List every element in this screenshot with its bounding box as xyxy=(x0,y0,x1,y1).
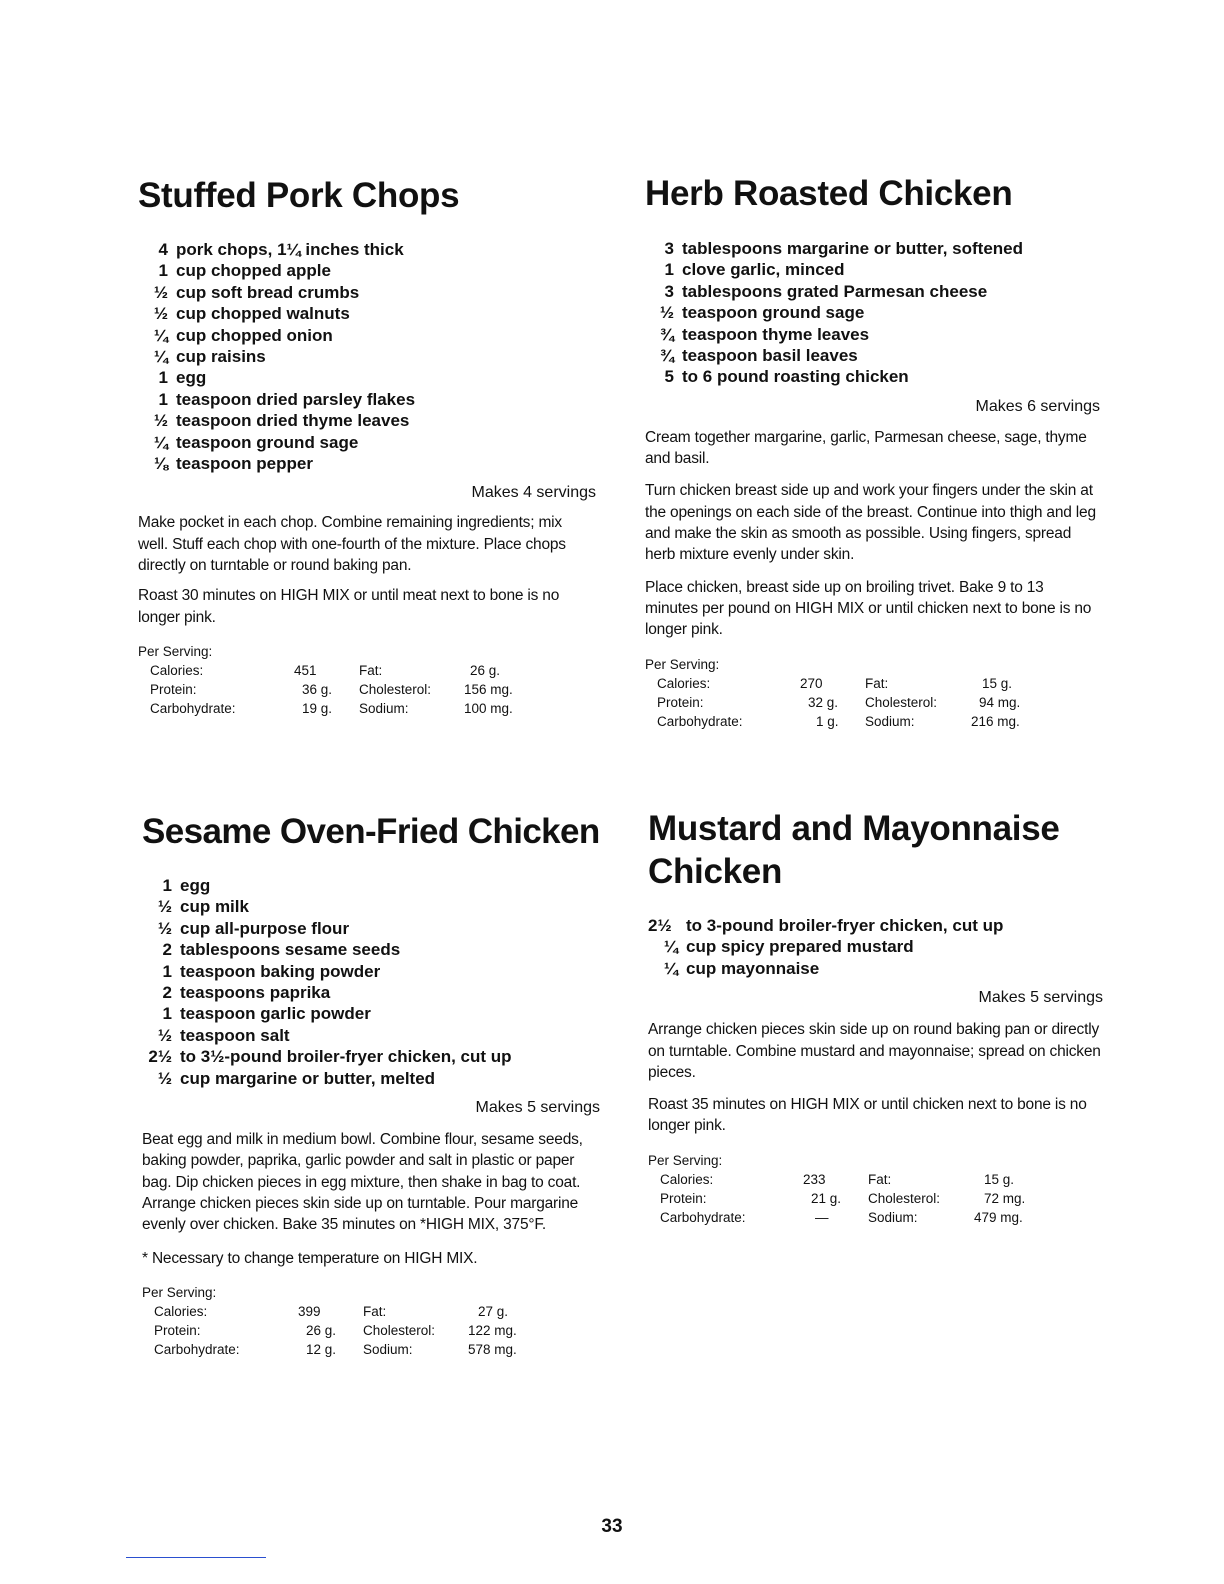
ingredient-qty: ¼ xyxy=(153,347,168,367)
nutrient-label: Calories: xyxy=(150,662,204,678)
instructions-paragraph: Turn chicken breast side up and work your fingers under the skin at the openings on each side of the breast. Continue into thigh and leg and make the skin as smooth as possible. Using fingers, spread herb mixture evenly under skin. xyxy=(645,482,1096,564)
ingredient-item xyxy=(648,958,1103,979)
ingredient-item xyxy=(645,324,1100,345)
nutrient-value: 12 g. xyxy=(306,1341,337,1357)
nutrient-value: 100 mg. xyxy=(464,700,513,716)
nutrient-label: Fat: xyxy=(868,1171,892,1187)
ingredient-qty: 1 xyxy=(158,261,168,281)
nutrient-label: Protein: xyxy=(150,681,197,697)
nutrient-label: Calories: xyxy=(657,675,711,691)
ingredient-item xyxy=(138,410,596,431)
nutrition-row xyxy=(138,699,596,718)
recipe-title-line: Herb Roasted Chicken xyxy=(645,174,1013,213)
ingredient-text: teaspoon ground sage xyxy=(176,432,359,452)
nutrient-label: Fat: xyxy=(359,662,383,678)
ingredient-item xyxy=(142,1046,600,1067)
nutrition-row xyxy=(138,661,596,680)
ingredient-item xyxy=(142,982,600,1003)
recipe-title xyxy=(142,810,600,853)
ingredient-item xyxy=(142,875,600,896)
nutrient-value: 15 g. xyxy=(982,675,1013,691)
recipe-sesame-oven-fried-chicken xyxy=(142,810,600,1359)
ingredient-qty: 1 xyxy=(664,260,674,280)
nutrient-label: Carbohydrate: xyxy=(154,1341,240,1357)
nutrient-value: 19 g. xyxy=(302,700,333,716)
nutrition-row xyxy=(142,1340,600,1359)
ingredient-text: cup chopped apple xyxy=(176,261,331,281)
ingredient-list xyxy=(142,875,600,1089)
instructions-paragraph: Roast 35 minutes on HIGH MIX or until chicken next to bone is no longer pink. xyxy=(648,1096,1087,1135)
ingredient-qty: ½ xyxy=(157,918,172,938)
ingredient-item xyxy=(138,325,596,346)
ingredient-item xyxy=(142,961,600,982)
instructions-paragraph: Place chicken, breast side up on broiling trivet. Bake 9 to 13 minutes per pound on HIGH MIX or until chicken next to bone is no longer pink. xyxy=(645,578,1092,639)
ingredient-text: cup soft bread crumbs xyxy=(176,282,360,302)
page-number: 33 xyxy=(601,1516,623,1537)
ingredient-qty: ½ xyxy=(153,304,168,324)
nutrient-label: Calories: xyxy=(154,1303,208,1319)
ingredient-text: to 6 pound roasting chicken xyxy=(682,367,909,387)
nutrient-value: 270 xyxy=(800,675,823,691)
ingredient-item xyxy=(138,432,596,453)
ingredient-qty: ¼ xyxy=(153,325,168,345)
nutrition-row xyxy=(138,680,596,699)
ingredient-qty: ¼ xyxy=(663,958,678,978)
nutrient-label: Fat: xyxy=(865,675,889,691)
ingredient-item xyxy=(142,1025,600,1046)
ingredient-text: to 3½-pound broiler-fryer chicken, cut up xyxy=(180,1047,512,1067)
ingredient-qty: 3 xyxy=(664,281,674,301)
nutrient-label: Carbohydrate: xyxy=(660,1209,746,1225)
ingredient-item xyxy=(645,366,1100,387)
recipe-title-line: Stuffed Pork Chops xyxy=(138,176,460,215)
ingredient-qty: 2 xyxy=(162,983,172,1003)
nutrient-value: 156 mg. xyxy=(464,681,513,697)
instructions-paragraph: Roast 30 minutes on HIGH MIX or until meat next to bone is no longer pink. xyxy=(138,587,560,626)
nutrient-value: 399 xyxy=(298,1303,321,1319)
ingredient-item xyxy=(645,302,1100,323)
ingredient-list xyxy=(138,239,596,474)
recipe-title-line: Chicken xyxy=(648,852,783,891)
ingredient-text: teaspoons paprika xyxy=(180,983,331,1003)
ingredient-qty: ½ xyxy=(157,1025,172,1045)
ingredient-item xyxy=(138,282,596,303)
nutrition-info xyxy=(648,1151,1103,1227)
servings: Makes 4 servings xyxy=(471,484,596,502)
recipe-herb-roasted-chicken xyxy=(645,172,1100,731)
nutrient-value: 36 g. xyxy=(302,681,333,697)
recipe-title xyxy=(648,807,1103,893)
ingredient-text: egg xyxy=(176,368,207,388)
ingredient-item xyxy=(645,345,1100,366)
nutrient-label: Cholesterol: xyxy=(363,1322,436,1338)
ingredient-text: cup raisins xyxy=(176,347,266,367)
nutrient-value: 21 g. xyxy=(811,1190,842,1206)
ingredient-text: teaspoon thyme leaves xyxy=(682,324,870,344)
nutrient-value: 1 g. xyxy=(816,713,839,729)
nutrient-value: 94 mg. xyxy=(979,694,1021,710)
ingredient-text: teaspoon dried parsley flakes xyxy=(176,389,416,409)
nutrient-value: 32 g. xyxy=(808,694,839,710)
ingredient-qty: ¼ xyxy=(663,937,678,957)
nutrient-label: Sodium: xyxy=(359,700,409,716)
nutrient-label: Fat: xyxy=(363,1303,387,1319)
instructions-paragraph: Beat egg and milk in medium bowl. Combine flour, sesame seeds, baking powder, paprika, garlic powder and salt in plastic or paper bag. Dip chicken pieces in egg mixture, then shake in bag to coat. Arrange chicken pieces skin side up on turntable. Pour margarine evenly over chicken. Bake 35 minutes on *HIGH MIX, 375°F. xyxy=(142,1131,583,1234)
ingredient-qty: ½ xyxy=(153,282,168,302)
nutrition-row xyxy=(645,674,1100,693)
nutrient-value: 479 mg. xyxy=(974,1209,1023,1225)
ingredient-text: cup spicy prepared mustard xyxy=(686,937,914,957)
ingredient-text: pork chops, 1¼ inches thick xyxy=(176,240,404,259)
nutrition-heading: Per Serving: xyxy=(138,643,213,659)
ingredient-item xyxy=(142,1068,600,1089)
nutrient-value: 233 xyxy=(803,1171,826,1187)
instructions-paragraph: Make pocket in each chop. Combine remaining ingredients; mix well. Stuff each chop with one-fourth of the mixture. Place chops directly on turntable or round baking pan. xyxy=(138,514,566,575)
ingredient-qty: 3 xyxy=(664,239,674,258)
instructions-paragraph: Cream together margarine, garlic, Parmesan cheese, sage, thyme and basil. xyxy=(645,428,1087,468)
ingredient-qty: ½ xyxy=(157,1068,172,1088)
nutrient-label: Cholesterol: xyxy=(865,694,938,710)
servings: Makes 5 servings xyxy=(978,989,1103,1007)
instructions-paragraph: Arrange chicken pieces skin side up on round baking pan or directly on turntable. Combine mustard and mayonnaise; spread on chicken pieces. xyxy=(648,1021,1101,1081)
ingredient-text: tablespoons margarine or butter, softened xyxy=(682,239,1024,258)
ingredient-item xyxy=(142,896,600,917)
nutrition-row xyxy=(645,712,1100,731)
ingredient-item xyxy=(142,1003,600,1024)
ingredient-text: tablespoons grated Parmesan cheese xyxy=(682,281,988,301)
ingredient-text: teaspoon garlic powder xyxy=(180,1004,371,1024)
ingredient-qty: ⅛ xyxy=(153,454,168,474)
ingredient-text: tablespoons sesame seeds xyxy=(180,940,401,960)
nutrient-value: — xyxy=(815,1209,829,1225)
nutrient-value: 72 mg. xyxy=(984,1190,1026,1206)
servings: Makes 6 servings xyxy=(975,397,1100,415)
nutrient-label: Carbohydrate: xyxy=(657,713,743,729)
nutrient-value: 122 mg. xyxy=(468,1322,517,1338)
ingredient-item xyxy=(138,346,596,367)
nutrient-label: Carbohydrate: xyxy=(150,700,236,716)
servings: Makes 5 servings xyxy=(475,1099,600,1117)
nutrient-value: 26 g. xyxy=(306,1322,337,1338)
nutrient-label: Cholesterol: xyxy=(868,1190,941,1206)
ingredient-item xyxy=(138,367,596,388)
nutrition-heading: Per Serving: xyxy=(645,656,720,672)
ingredient-text: teaspoon salt xyxy=(180,1025,290,1045)
nutrient-label: Sodium: xyxy=(865,713,915,729)
ingredient-text: clove garlic, minced xyxy=(682,260,845,280)
recipe-title xyxy=(138,174,596,217)
nutrition-heading: Per Serving: xyxy=(142,1284,217,1300)
ingredient-qty: ¾ xyxy=(659,346,674,366)
ingredient-qty: 1 xyxy=(162,876,172,895)
ingredient-text: cup milk xyxy=(180,897,249,917)
ingredient-text: to 3-pound broiler-fryer chicken, cut up xyxy=(686,916,1004,935)
nutrition-row xyxy=(648,1170,1103,1189)
nutrient-value: 451 xyxy=(294,662,317,678)
nutrient-label: Calories: xyxy=(660,1171,714,1187)
ingredient-qty: 1 xyxy=(162,961,172,981)
nutrient-label: Protein: xyxy=(154,1322,201,1338)
ingredient-qty: 1 xyxy=(158,389,168,409)
ingredient-item xyxy=(645,259,1100,280)
ingredient-item xyxy=(138,453,596,474)
ingredient-item xyxy=(142,939,600,960)
nutrient-value: 15 g. xyxy=(984,1171,1015,1187)
ingredient-qty: 2 xyxy=(162,940,172,960)
nutrient-label: Protein: xyxy=(660,1190,707,1206)
ingredient-qty: ¾ xyxy=(659,324,674,344)
nutrition-info xyxy=(645,655,1100,731)
nutrition-row xyxy=(142,1302,600,1321)
ingredient-qty: 2½ xyxy=(148,1047,172,1067)
nutrition-info xyxy=(138,642,596,718)
ingredient-list xyxy=(648,915,1103,979)
ingredient-text: teaspoon ground sage xyxy=(682,303,865,323)
ingredient-item xyxy=(138,260,596,281)
nutrient-label: Sodium: xyxy=(363,1341,413,1357)
ingredient-item xyxy=(648,936,1103,957)
ingredient-item xyxy=(138,239,596,260)
ingredient-qty: ½ xyxy=(153,411,168,431)
recipe-title-line: Mustard and Mayonnaise xyxy=(648,809,1060,848)
ingredient-qty: ¼ xyxy=(153,432,168,452)
ingredient-qty: 1 xyxy=(158,368,168,388)
ingredient-item xyxy=(648,915,1103,936)
nutrient-label: Sodium: xyxy=(868,1209,918,1225)
ingredient-text: teaspoon dried thyme leaves xyxy=(176,411,410,431)
recipe-title-line: Sesame Oven-Fried Chicken xyxy=(142,812,600,851)
nutrition-heading: Per Serving: xyxy=(648,1152,723,1168)
ingredient-text: cup chopped onion xyxy=(176,325,333,345)
nutrient-label: Protein: xyxy=(657,694,704,710)
recipe-stuffed-pork-chops xyxy=(138,174,596,718)
ingredient-qty: 5 xyxy=(664,367,674,387)
footer-rule xyxy=(126,1557,266,1558)
nutrition-row xyxy=(142,1321,600,1340)
ingredient-item xyxy=(138,303,596,324)
nutrition-row xyxy=(648,1189,1103,1208)
ingredient-item xyxy=(645,281,1100,302)
ingredient-text: teaspoon pepper xyxy=(176,454,313,474)
nutrient-value: 216 mg. xyxy=(971,713,1020,729)
nutrition-info xyxy=(142,1283,600,1359)
ingredient-text: teaspoon basil leaves xyxy=(682,346,858,366)
ingredient-qty: 4 xyxy=(158,240,168,259)
ingredient-text: egg xyxy=(180,876,211,895)
ingredient-item xyxy=(142,918,600,939)
ingredient-item xyxy=(645,238,1100,259)
ingredient-qty: ½ xyxy=(157,897,172,917)
ingredient-qty: 1 xyxy=(162,1004,172,1024)
ingredient-qty: ½ xyxy=(659,303,674,323)
footnote: * Necessary to change temperature on HIGH MIX. xyxy=(142,1249,478,1267)
ingredient-text: cup chopped walnuts xyxy=(176,304,350,324)
ingredient-text: cup all-purpose flour xyxy=(180,918,350,938)
ingredient-list xyxy=(645,238,1100,388)
nutrition-row xyxy=(648,1208,1103,1227)
ingredient-text: teaspoon baking powder xyxy=(180,961,381,981)
nutrition-row xyxy=(645,693,1100,712)
nutrient-label: Cholesterol: xyxy=(359,681,432,697)
nutrient-value: 578 mg. xyxy=(468,1341,517,1357)
recipe-title xyxy=(645,172,1100,215)
ingredient-qty: 2½ xyxy=(648,916,672,935)
ingredient-text: cup mayonnaise xyxy=(686,958,820,978)
nutrient-value: 27 g. xyxy=(478,1303,509,1319)
ingredient-item xyxy=(138,389,596,410)
nutrient-value: 26 g. xyxy=(470,662,501,678)
recipe-mustard-and-mayonnaise-chicken xyxy=(648,807,1103,1227)
ingredient-text: cup margarine or butter, melted xyxy=(180,1068,436,1088)
